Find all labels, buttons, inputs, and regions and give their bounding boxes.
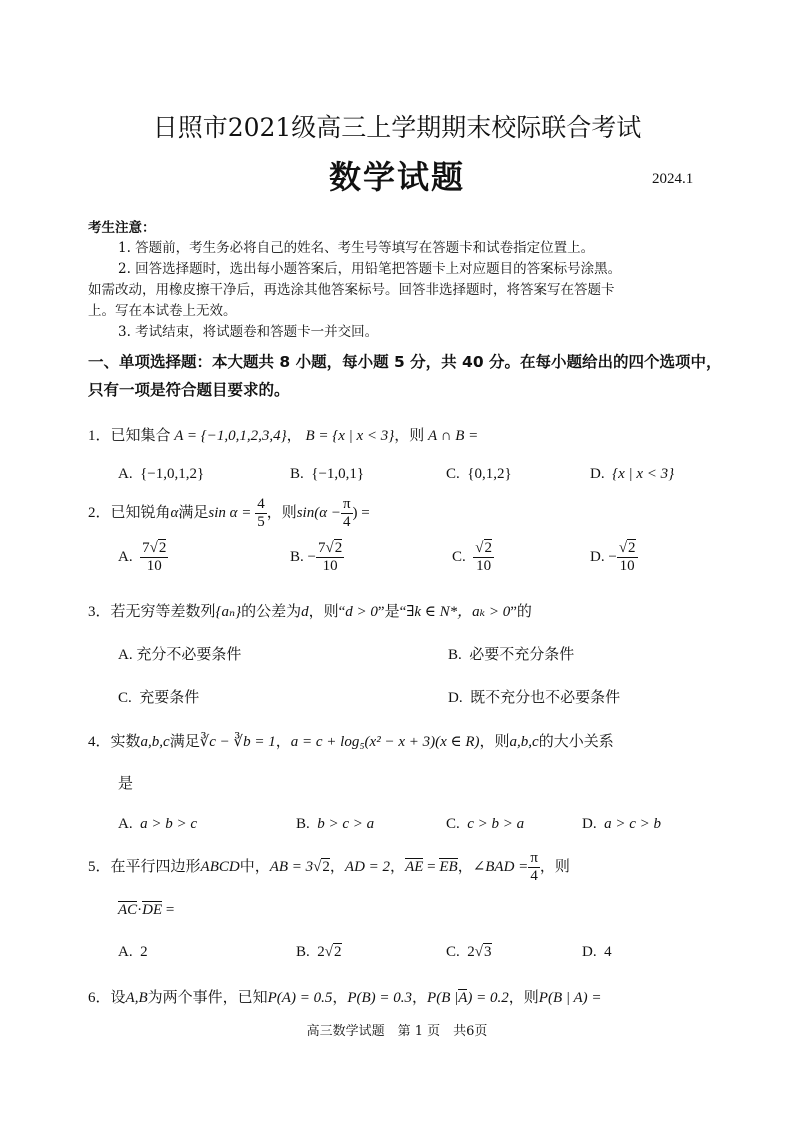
question-text: 的大小关系 <box>538 734 614 750</box>
question-text: ，则 <box>508 990 539 1006</box>
option-text: 4 <box>604 944 612 960</box>
option-letter: D. <box>582 816 597 832</box>
sequence: {aₙ} <box>215 604 242 620</box>
minus-sign: − <box>608 549 617 566</box>
dot-operator: · <box>137 902 143 918</box>
option-letter: D. <box>582 944 597 960</box>
q4-option-c[interactable] <box>446 816 524 833</box>
question-text: ，则 <box>539 859 570 876</box>
option-text: {0,1,2} <box>467 466 512 482</box>
q1-option-c[interactable] <box>446 466 512 483</box>
q1-option-d[interactable] <box>590 466 674 483</box>
equals: = <box>165 902 175 918</box>
q2-option-c[interactable] <box>452 540 494 576</box>
radicand: 2 <box>322 859 330 876</box>
denominator: 10 <box>476 558 492 575</box>
q2-option-b[interactable] <box>290 540 344 576</box>
question-4: 4．实数a,b,c满足∛c − ∛b = 1，a = c + log₅(x² − x + 3)(x ∈ R)，则a,b,c的大小关系 <box>88 734 614 750</box>
question-number: 4． <box>88 734 111 750</box>
numerator: π <box>528 850 540 868</box>
condition-1: d > 0 <box>345 604 378 620</box>
option-letter: B. <box>296 816 310 832</box>
q5-option-c[interactable]: C. 2√3 <box>446 944 492 960</box>
cond-prob: P(B | <box>427 990 459 1006</box>
q1-option-a[interactable] <box>118 466 204 483</box>
numerator: 4 <box>255 496 267 514</box>
notice-item-3: 3. 考试结束，将试题卷和答题卡一并交回。 <box>118 324 379 340</box>
question-number: 5． <box>88 859 111 876</box>
option-letter: A. <box>118 466 133 482</box>
radicand: 2 <box>484 540 492 556</box>
option-text: 2 <box>317 944 325 960</box>
fraction-4-5 <box>255 496 267 532</box>
q3-option-c[interactable] <box>118 686 199 707</box>
question-text: ，则 <box>479 734 510 750</box>
option-letter: D. <box>590 549 605 566</box>
question-text: ”是“ <box>377 604 407 620</box>
option-letter: D. <box>590 466 605 482</box>
notice-item-2-line-3: 上。写在本试卷上无效。 <box>88 303 237 319</box>
prob-a: P(A) = 0.5 <box>267 990 333 1006</box>
option-text: 2 <box>140 944 148 960</box>
q2-option-d[interactable] <box>590 540 638 576</box>
option-text: 2 <box>467 944 475 960</box>
coef: 7 <box>142 540 150 556</box>
question-ask: P(B | A) = <box>538 990 602 1006</box>
section-heading-line-1: 一、单项选择题：本大题共 8 小题，每小题 5 分，共 40 分。在每小题给出的四个选项中， <box>88 353 722 371</box>
exam-date: 2024.1 <box>652 171 694 187</box>
option-letter: C. <box>446 466 460 482</box>
vector-de: DE <box>142 902 163 918</box>
option-text: 必要不充分条件 <box>469 647 575 663</box>
question-text: 中， <box>239 859 270 876</box>
question-text: ”的 <box>510 604 532 620</box>
question-3 <box>88 600 532 621</box>
coef: 7 <box>317 540 326 556</box>
option-text: {x | x < 3} <box>612 466 675 482</box>
equation: sin(α − <box>296 505 341 522</box>
vector-eb: EB <box>439 859 458 876</box>
q3-option-d[interactable] <box>448 686 620 707</box>
page-footer: 高三数学试题 第 1 页 共6页 <box>306 1024 488 1039</box>
angle-bad: ∠BAD = <box>472 859 529 876</box>
fraction-pi-4 <box>341 496 353 532</box>
option-letter: C. <box>118 690 132 706</box>
q1-option-b[interactable] <box>290 466 364 483</box>
radicand: 3 <box>484 944 492 960</box>
question-text: 已知集合 <box>110 428 171 444</box>
q5-option-d[interactable] <box>582 944 612 961</box>
option-letter: A. <box>118 647 133 663</box>
exam-title: 日照市2021级高三上学期期末校际联合考试 <box>152 113 642 142</box>
question-number: 2． <box>88 505 111 522</box>
variable-alpha: α <box>170 505 179 522</box>
option-letter: D. <box>448 690 463 706</box>
option-letter: C. <box>446 816 460 832</box>
length-ab: AB = 3 <box>269 859 314 876</box>
denominator: 10 <box>322 558 338 575</box>
events: A,B <box>125 990 148 1006</box>
option-letter: B. <box>290 549 304 566</box>
option-text: a > c > b <box>604 816 661 832</box>
condition-3: aₖ > 0 <box>472 604 511 620</box>
q4-option-a[interactable] <box>118 816 197 833</box>
fraction: $\frac{√2}{10}$ <box>475 540 492 575</box>
fraction: $\frac{7√2}{10}$ <box>142 540 167 575</box>
question-6: 6．设A,B为两个事件，已知P(A) = 0.5，P(B) = 0.3，P(B |A) = 0.2，则P(B | A) = <box>88 990 602 1006</box>
option-text: {−1,0,1} <box>311 466 365 482</box>
denominator: 4 <box>342 514 351 531</box>
question-5-line-2 <box>118 902 174 919</box>
fraction-pi-4 <box>528 850 540 886</box>
option-letter: C. <box>452 549 466 566</box>
q3-option-a[interactable] <box>118 643 241 664</box>
cond-prob: ) = 0.2 <box>467 990 509 1006</box>
equation: sin α = <box>208 505 252 522</box>
option-text: 既不充分也不必要条件 <box>470 690 621 706</box>
variables: a,b,c <box>509 734 539 750</box>
notice-item-2-line-2: 如需改动，用橡皮擦干净后，再选涂其他答案标号。回答非选择题时，将答案写在答题卡 <box>88 282 615 298</box>
set-a: A = {−1,0,1,2,3,4} <box>174 428 287 444</box>
equation-1: ∛c − ∛b = 1 <box>199 734 276 750</box>
option-letter: A. <box>118 549 133 566</box>
question-ask: A ∩ B = <box>428 428 479 444</box>
length-ad: AD = 2 <box>344 859 391 876</box>
option-letter: A. <box>118 816 133 832</box>
fraction: $\frac{√2}{10}$ <box>618 540 636 575</box>
q3-option-b[interactable] <box>448 643 574 664</box>
numerator: π <box>341 496 353 514</box>
option-letter: B. <box>290 466 304 482</box>
question-4-line-2: 是 <box>118 776 134 792</box>
set-b: B = {x | x < 3} <box>305 428 395 444</box>
question-5: 5．在平行四边形ABCD中，AB = 3√2，AD = 2，AE = EB，∠BAD = $\frac{\pi}{4}$ ，则 <box>88 850 570 885</box>
q4-option-d[interactable] <box>582 816 661 833</box>
fraction: $\frac{7√2}{10}$ <box>317 540 343 575</box>
denominator: 5 <box>257 514 265 531</box>
q2-option-a[interactable] <box>118 540 168 576</box>
option-text: 充要条件 <box>139 690 200 706</box>
question-text: 已知锐角 <box>110 505 171 522</box>
question-number: 1． <box>88 428 111 444</box>
question-text: 满足 <box>178 505 209 522</box>
notice-item-2-line-1: 2. 回答选择题时，选出每小题答案后，用铅笔把答题卡上对应题目的答案标号涂黑。 <box>118 261 622 277</box>
notice-heading: 考生注意： <box>88 220 156 236</box>
option-text: b > c > a <box>317 816 375 832</box>
option-letter: B. <box>448 647 462 663</box>
option-text: a > b > c <box>140 816 197 832</box>
variable-d: d <box>301 604 309 620</box>
radicand: 2 <box>334 540 343 556</box>
question-text: ，则 <box>266 505 297 522</box>
denominator: 10 <box>619 558 635 575</box>
q5-option-b[interactable]: B. 2√2 <box>296 944 342 960</box>
shape-name: ABCD <box>200 859 240 876</box>
question-number: 3． <box>88 604 111 620</box>
radicand: 2 <box>334 944 342 960</box>
question-text: ，则“ <box>308 604 346 620</box>
section-heading-line-2: 只有一项是符合题目要求的。 <box>88 381 290 399</box>
option-letter: A. <box>118 944 133 960</box>
notice-item-1: 1. 答题前，考生务必将自己的姓名、考生号等填写在答题卡和试卷指定位置上。 <box>118 240 595 256</box>
radicand: 2 <box>158 540 167 556</box>
question-text: 满足 <box>169 734 200 750</box>
subject-title: 数学试题 <box>328 158 465 196</box>
radicand: 2 <box>628 540 636 556</box>
vector-ae: AE <box>405 859 424 876</box>
equation-2: a = c + log₅(x² − x + 3)(x ∈ R) <box>290 734 480 750</box>
option-letter: B. <box>296 944 310 960</box>
option-letter: C. <box>446 944 460 960</box>
condition-2: ∃k ∈ N*， <box>406 604 473 620</box>
question-number: 6． <box>88 990 111 1006</box>
equals: = <box>427 859 436 876</box>
complement-a: A <box>458 990 468 1006</box>
question-2 <box>88 496 370 532</box>
prob-b: P(B) = 0.3 <box>347 990 413 1006</box>
question-text: 的公差为 <box>241 604 302 620</box>
denominator: 10 <box>146 558 162 575</box>
q5-option-a[interactable] <box>118 944 148 961</box>
variables: a,b,c <box>140 734 170 750</box>
question-text: 实数 <box>110 734 141 750</box>
question-text: 设 <box>110 990 126 1006</box>
option-text: c > b > a <box>467 816 525 832</box>
question-text: 在平行四边形 <box>110 859 201 876</box>
vector-ac: AC <box>118 902 138 918</box>
question-text: ，则 <box>394 428 425 444</box>
q4-option-b[interactable] <box>296 816 374 833</box>
question-text: 若无穷等差数列 <box>110 604 216 620</box>
option-text: 充分不必要条件 <box>136 647 242 663</box>
equation: ) = <box>352 505 370 522</box>
minus-sign: − <box>307 549 316 566</box>
question-text: 为两个事件，已知 <box>147 990 268 1006</box>
option-text: {−1,0,1,2} <box>140 466 205 482</box>
question-1: 1．已知集合 A = {−1,0,1,2,3,4}， B = {x | x < 3}，则 A ∩ B = <box>88 428 479 444</box>
denominator: 4 <box>530 868 538 885</box>
